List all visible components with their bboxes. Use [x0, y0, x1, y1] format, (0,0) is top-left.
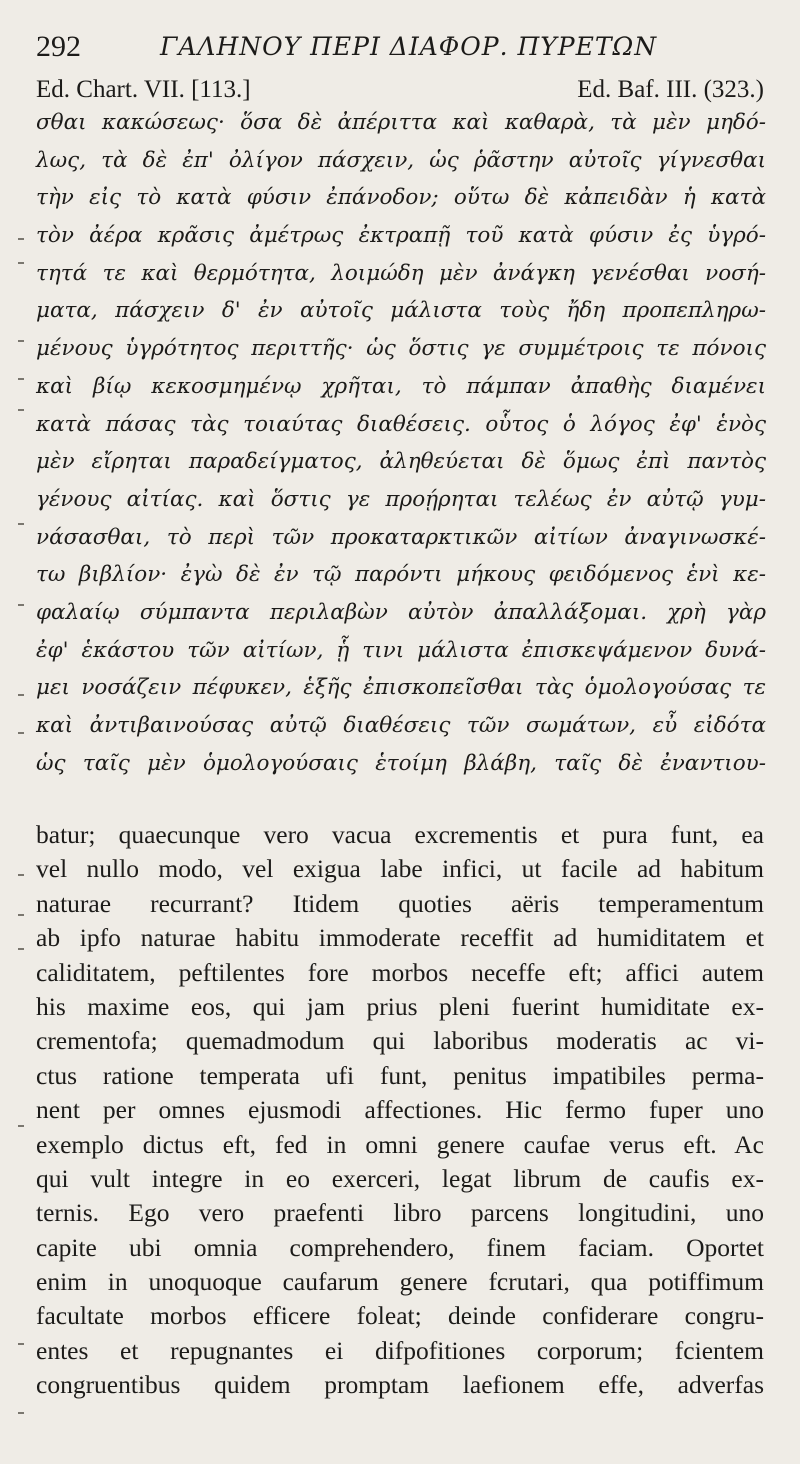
margin-tick	[18, 340, 24, 342]
margin-tick	[18, 874, 24, 876]
page-number: 292	[36, 30, 81, 63]
latin-line: congruentibus quidem promptam laefionem effe, adverfas	[36, 1370, 764, 1400]
greek-text-block	[36, 104, 766, 782]
greek-line: μει νοσάζειν πέφυκεν, ἑξῆς ἐπισκοπεῖσθαι τὰς ὁμολογούσας τε	[36, 675, 766, 701]
latin-text-block	[36, 818, 764, 1403]
margin-ticks	[18, 0, 28, 1464]
margin-tick	[18, 523, 24, 525]
margin-tick	[18, 1412, 24, 1414]
latin-line: naturae recurrant? Itidem quoties aëris temperamentum	[36, 888, 764, 918]
greek-line: ἐφ' ἑκάστου τῶν αἰτίων, ᾗ τινι μάλιστα ἐπισκεψάμενον δυνά-	[36, 637, 766, 663]
greek-line: λως, τὰ δὲ ἐπ' ὀλίγον πάσχειν, ὡς ῥᾶστην αὐτοῖς γίγνεσθαι	[36, 147, 766, 173]
greek-line: μὲν εἴρηται παραδείγματος, ἀληθεύεται δὲ ὅμως ἐπὶ παντὸς	[36, 449, 766, 475]
margin-tick	[18, 914, 24, 916]
greek-line: τὴν εἰς τὸ κατὰ φύσιν ἐπάνοδον; οὕτω δὲ κἀπειδὰν ἡ κατὰ	[36, 185, 766, 211]
greek-line: καὶ ἀντιβαινούσας αὐτῷ διαθέσεις τῶν σωμάτων, εὖ εἰδότα	[36, 713, 766, 738]
latin-line: ctus ratione temperata ufi funt, penitus impatibiles perma-	[36, 1060, 764, 1090]
greek-line: τὸν ἀέρα κρᾶσις ἀμέτρως ἐκτραπῇ τοῦ κατὰ φύσιν ἐς ὑγρό-	[36, 223, 766, 249]
greek-line: σθαι κακώσεως· ὅσα δὲ ἀπέριττα καὶ καθαρὰ, τὰ μὲν μηδό-	[36, 110, 766, 135]
margin-tick	[18, 604, 24, 606]
margin-tick	[18, 238, 24, 240]
latin-line: ternis. Ego vero praefenti libro parcens longitudini, uno	[36, 1198, 764, 1228]
latin-line: vel nullo modo, vel exigua labe infici, ut facile ad habitum	[36, 854, 764, 884]
latin-line: caliditatem, peftilentes fore morbos neceffe eft; affici autem	[36, 957, 764, 987]
greek-line: ματα, πάσχειν δ' ἐν αὐτοῖς μάλιστα τοὺς ἤδη προπεπληρω-	[36, 298, 766, 324]
greek-line: κατὰ πάσας τὰς τοιαύτας διαθέσεις. οὗτος ὁ λόγος ἐφ' ἑνὸς	[36, 411, 766, 437]
latin-line: entes et repugnantes ei difpofitiones corporum; fcientem	[36, 1335, 764, 1365]
edition-chartier: Ed. Chart. VII. [113.]	[36, 76, 251, 103]
latin-line: qui vult integre in eo exerceri, legat librum de caufis ex-	[36, 1163, 764, 1193]
greek-line: τω βιβλίον· ἐγὼ δὲ ἐν τῷ παρόντι μήκους φειδόμενος ἑνὶ κε-	[36, 562, 766, 588]
latin-line: enim in unoquoque caufarum genere fcrutari, qua potiffimum	[36, 1267, 764, 1297]
latin-line: facultate morbos efficere foleat; deinde confiderare congru-	[36, 1301, 764, 1331]
latin-line: ab ipfo naturae habitu immoderate receffit ad humiditatem et	[36, 923, 764, 953]
running-head	[36, 26, 776, 66]
margin-tick	[18, 948, 24, 950]
greek-line: νάσασθαι, τὸ περὶ τῶν προκαταρκτικῶν αἰτίων ἀναγινωσκέ-	[36, 524, 766, 550]
latin-line: nent per omnes ejusmodi affectiones. Hic fermo fuper uno	[36, 1095, 764, 1125]
latin-line: crementofa; quemadmodum qui laboribus moderatis ac vi-	[36, 1026, 764, 1056]
greek-line: φαλαίῳ σύμπαντα περιλαβὼν αὐτὸν ἀπαλλάξομαι. χρὴ γὰρ	[36, 599, 766, 625]
latin-line: batur; quaecunque vero vacua excrementis et pura funt, ea	[36, 820, 764, 849]
latin-line: exemplo dictus eft, fed in omni genere caufae verus eft. Ac	[36, 1129, 764, 1159]
margin-tick	[18, 732, 24, 734]
greek-line: γένους αἰτίας. καὶ ὅστις γε προῄρηται τελέως ἐν αὐτῷ γυμ-	[36, 486, 766, 512]
margin-tick	[18, 694, 24, 696]
margin-tick	[18, 378, 24, 380]
margin-tick	[18, 1343, 24, 1345]
edition-basel: Ed. Baf. III. (323.)	[577, 76, 764, 103]
margin-tick	[18, 409, 24, 411]
margin-tick	[18, 262, 24, 264]
margin-tick	[18, 1125, 24, 1127]
running-title: ΓΑΛΗΝΟΥ ΠΕΡΙ ΔΙΑΦΟΡ. ΠΥΡΕΤΩΝ	[160, 32, 658, 61]
greek-line: μένους ὑγρότητος περιττῆς· ὡς ὅστις γε συμμέτροις τε πόνοις	[36, 336, 766, 362]
latin-line: his maxime eos, qui jam prius pleni fuerint humiditate ex-	[36, 991, 764, 1021]
greek-line: καὶ βίῳ κεκοσμημένῳ χρῆται, τὸ πάμπαν ἀπαθὴς διαμένει	[36, 373, 766, 399]
greek-line: ὡς ταῖς μὲν ὁμολογούσαις ἑτοίμη βλάβη, ταῖς δὲ ἐναντιου-	[36, 750, 766, 776]
greek-line: τητά τε καὶ θερμότητα, λοιμώδη μὲν ἀνάγκη γενέσθαι νοσή-	[36, 260, 766, 286]
latin-line: capite ubi omnia comprehendero, finem faciam. Oportet	[36, 1232, 764, 1262]
